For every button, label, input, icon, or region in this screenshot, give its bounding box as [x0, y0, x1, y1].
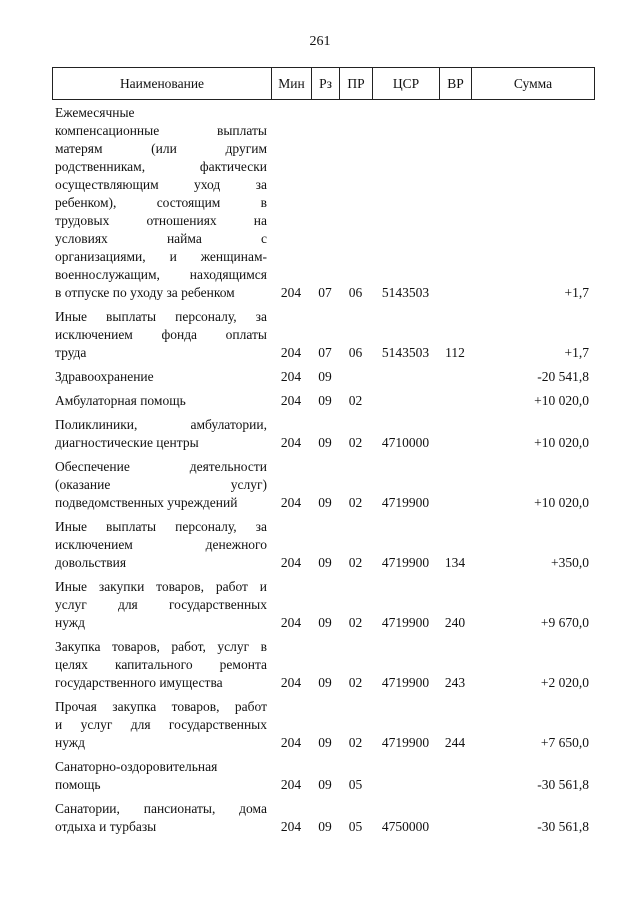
row-sum: +1,7 — [564, 345, 589, 360]
row-vr: 134 — [444, 555, 466, 570]
row-sum: +10 020,0 — [534, 393, 589, 408]
row-pr: 02 — [348, 735, 363, 750]
row-name-line: труда — [55, 345, 87, 360]
row-name-line: услуг для государственных — [55, 597, 267, 612]
row-name-line: (оказание услуг) — [55, 477, 267, 492]
row-name — [55, 458, 267, 512]
row-rz: 07 — [318, 345, 332, 360]
row-sum: +10 020,0 — [534, 435, 589, 450]
row-name-line: довольствия — [55, 555, 127, 570]
row-csr: 4719900 — [381, 615, 430, 630]
table-row — [52, 368, 595, 386]
table-row — [52, 800, 595, 836]
row-pr: 05 — [348, 777, 363, 792]
row-name-line: трудовых отношениях на — [55, 213, 267, 228]
row-vr: 112 — [445, 345, 465, 360]
row-name — [55, 416, 267, 452]
row-sum: -20 541,8 — [537, 369, 589, 384]
row-name-line: Санаторно-оздоровительная — [55, 759, 218, 774]
row-name-line: Поликлиники, амбулатории, — [55, 417, 267, 432]
row-min: 204 — [280, 819, 302, 834]
table-row — [52, 458, 595, 512]
row-rz: 09 — [318, 369, 332, 384]
row-rz: 09 — [318, 819, 332, 834]
row-name-line: исключением денежного — [55, 537, 267, 552]
row-sum: +7 650,0 — [540, 735, 589, 750]
row-vr: 243 — [444, 675, 466, 690]
row-name — [55, 638, 267, 692]
row-min: 204 — [280, 777, 302, 792]
row-sum: -30 561,8 — [537, 777, 589, 792]
row-name — [55, 800, 267, 836]
row-name-line: целях капитального ремонта — [55, 657, 267, 672]
header-min: Мин — [272, 68, 312, 99]
row-pr: 02 — [348, 393, 363, 408]
row-csr: 4710000 — [381, 435, 430, 450]
row-pr: 02 — [348, 495, 363, 510]
row-min: 204 — [280, 675, 302, 690]
row-min: 204 — [280, 555, 302, 570]
row-name — [55, 104, 267, 302]
header-csr: ЦСР — [373, 68, 440, 99]
header-sum: Сумма — [513, 75, 553, 91]
row-name-line: осуществляющим уход за — [55, 177, 267, 192]
header-vr: ВР — [440, 68, 472, 99]
row-rz: 09 — [318, 615, 332, 630]
table-header — [52, 67, 595, 100]
row-name-line: родственникам, фактически — [55, 159, 267, 174]
row-name-line: Иные выплаты персоналу, за — [55, 519, 267, 534]
row-sum: +10 020,0 — [534, 495, 589, 510]
row-name-line: военнослужащим, находящимся — [55, 267, 267, 282]
row-name-line: Иные выплаты персоналу, за — [55, 309, 267, 324]
row-pr: 02 — [348, 435, 363, 450]
row-name-line: государственного имущества — [55, 675, 223, 690]
row-name-line: условиях найма с — [55, 231, 267, 246]
table-body — [52, 104, 595, 842]
row-name-line: ребенком), состоящим в — [55, 195, 267, 210]
row-rz: 09 — [318, 393, 332, 408]
row-name — [55, 758, 267, 794]
row-name-line: помощь — [55, 777, 101, 792]
row-sum: +1,7 — [564, 285, 589, 300]
table-row — [52, 416, 595, 452]
row-name-line: и услуг для государственных — [55, 717, 267, 732]
row-pr: 06 — [348, 345, 363, 360]
row-pr: 06 — [348, 285, 363, 300]
row-csr: 4719900 — [381, 735, 430, 750]
row-name — [55, 518, 267, 572]
row-name-line: Ежемесячные — [55, 105, 135, 120]
row-name-line: Иные закупки товаров, работ и — [55, 579, 267, 594]
row-name-line: Обеспечение деятельности — [55, 459, 267, 474]
row-name-line: нужд — [55, 735, 85, 750]
row-min: 204 — [280, 393, 302, 408]
row-pr: 02 — [348, 675, 363, 690]
row-name-line: Закупка товаров, работ, услуг в — [55, 639, 267, 654]
row-min: 204 — [280, 435, 302, 450]
row-min: 204 — [280, 615, 302, 630]
row-name-line: в отпуске по уходу за ребенком — [55, 285, 235, 300]
header-name: Наименование — [53, 68, 272, 99]
row-rz: 09 — [318, 735, 332, 750]
row-name-line: подведомственных учреждений — [55, 495, 238, 510]
row-sum: -30 561,8 — [537, 819, 589, 834]
table-row — [52, 518, 595, 572]
row-csr: 4719900 — [381, 495, 430, 510]
row-vr: 244 — [444, 735, 466, 750]
row-min: 204 — [280, 285, 302, 300]
table-row — [52, 638, 595, 692]
row-name-line: Амбулаторная помощь — [55, 393, 186, 408]
header-rz: Рз — [312, 68, 340, 99]
row-rz: 09 — [318, 675, 332, 690]
row-name — [55, 392, 267, 410]
row-pr: 02 — [348, 615, 363, 630]
table-row — [52, 104, 595, 302]
row-name — [55, 368, 267, 386]
row-csr: 5143503 — [381, 345, 430, 360]
row-min: 204 — [280, 369, 302, 384]
row-name-line: матерям (или другим — [55, 141, 267, 156]
row-name-line: Здравоохранение — [55, 369, 154, 384]
table-row — [52, 392, 595, 410]
row-pr: 02 — [348, 555, 363, 570]
row-rz: 09 — [318, 435, 332, 450]
row-vr: 240 — [444, 615, 466, 630]
row-rz: 07 — [318, 285, 332, 300]
row-csr: 4719900 — [381, 555, 430, 570]
row-name-line: Прочая закупка товаров, работ — [55, 699, 267, 714]
row-sum: +350,0 — [551, 555, 589, 570]
header-pr: ПР — [340, 68, 373, 99]
row-name-line: отдыха и турбазы — [55, 819, 157, 834]
page-number: 261 — [309, 34, 331, 49]
row-rz: 09 — [318, 777, 332, 792]
row-min: 204 — [280, 345, 302, 360]
table-row — [52, 308, 595, 362]
row-name-line: исключением фонда оплаты — [55, 327, 267, 342]
row-name — [55, 308, 267, 362]
row-name-line: диагностические центры — [55, 435, 199, 450]
row-rz: 09 — [318, 495, 332, 510]
row-name-line: нужд — [55, 615, 85, 630]
row-name — [55, 578, 267, 632]
row-csr: 4719900 — [381, 675, 430, 690]
row-rz: 09 — [318, 555, 332, 570]
row-name — [55, 698, 267, 752]
row-name-line: организациями, и женщинам- — [55, 249, 267, 264]
row-sum: +2 020,0 — [540, 675, 589, 690]
row-min: 204 — [280, 735, 302, 750]
table-row — [52, 698, 595, 752]
table-row — [52, 758, 595, 794]
row-name-line: Санатории, пансионаты, дома — [55, 801, 267, 816]
row-min: 204 — [280, 495, 302, 510]
row-name-line: компенсационные выплаты — [55, 123, 267, 138]
row-sum: +9 670,0 — [540, 615, 589, 630]
row-csr: 4750000 — [381, 819, 430, 834]
table-row — [52, 578, 595, 632]
row-pr: 05 — [348, 819, 363, 834]
row-csr: 5143503 — [381, 285, 430, 300]
